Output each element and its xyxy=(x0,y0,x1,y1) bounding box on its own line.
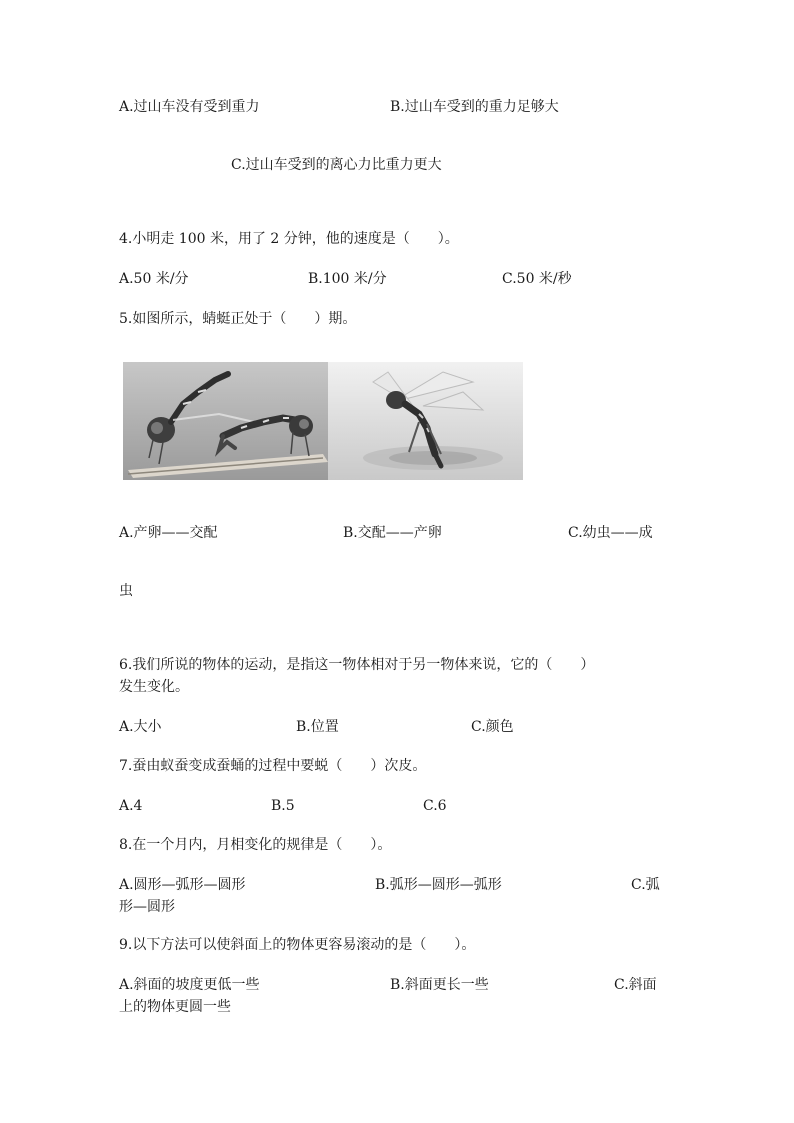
q5-option-a: A.产卵——交配 xyxy=(119,525,218,541)
q6-stem-line2: 发生变化。 xyxy=(119,679,189,695)
q8-stem: 8.在一个月内，月相变化的规律是（ ）。 xyxy=(119,837,392,853)
q6-option-b: B.位置 xyxy=(296,719,339,735)
q5-option-c-line1: C.幼虫——成 xyxy=(568,525,653,541)
q8-option-c-line2: 形—圆形 xyxy=(119,899,175,915)
q7-option-c: C.6 xyxy=(423,798,447,814)
mating-dragonflies-panel xyxy=(123,362,328,480)
q7-stem: 7.蚕由蚁蚕变成蚕蛹的过程中要蜕（ ）次皮。 xyxy=(119,758,427,774)
q8-option-c-line1: C.弧 xyxy=(631,877,660,893)
q6-option-c: C.颜色 xyxy=(471,719,514,735)
q4-stem: 4.小明走 100 米，用了 2 分钟，他的速度是（ ）。 xyxy=(119,231,459,247)
q5-option-b: B.交配——产卵 xyxy=(343,525,442,541)
q8-option-a: A.圆形—弧形—圆形 xyxy=(119,877,246,893)
q9-option-a: A.斜面的坡度更低一些 xyxy=(119,977,260,993)
q3-option-c: C.过山车受到的离心力比重力更大 xyxy=(231,157,442,173)
q4-option-b: B.100 米/分 xyxy=(308,271,387,287)
q5-option-c-line2: 虫 xyxy=(119,583,133,599)
q5-stem: 5.如图所示，蜻蜓正处于（ ）期。 xyxy=(119,311,357,327)
q8-option-b: B.弧形—圆形—弧形 xyxy=(375,877,502,893)
q7-option-b: B.5 xyxy=(271,798,295,814)
q6-stem-line1: 6.我们所说的物体的运动，是指这一物体相对于另一物体来说，它的（ ） xyxy=(119,657,595,673)
egg-laying-dragonfly-panel xyxy=(328,362,523,480)
dragonfly-photo xyxy=(123,362,523,480)
q7-option-a: A.4 xyxy=(119,798,143,814)
q4-option-c: C.50 米/秒 xyxy=(502,271,572,287)
q6-option-a: A.大小 xyxy=(119,719,162,735)
q3-option-b: B.过山车受到的重力足够大 xyxy=(390,99,559,115)
q9-stem: 9.以下方法可以使斜面上的物体更容易滚动的是（ ）。 xyxy=(119,937,476,953)
q9-option-b: B.斜面更长一些 xyxy=(390,977,489,993)
q4-option-a: A.50 米/分 xyxy=(119,271,189,287)
q9-option-c-line1: C.斜面 xyxy=(614,977,657,993)
q9-option-c-line2: 上的物体更圆一些 xyxy=(119,999,231,1015)
q3-option-a: A.过山车没有受到重力 xyxy=(119,99,260,115)
